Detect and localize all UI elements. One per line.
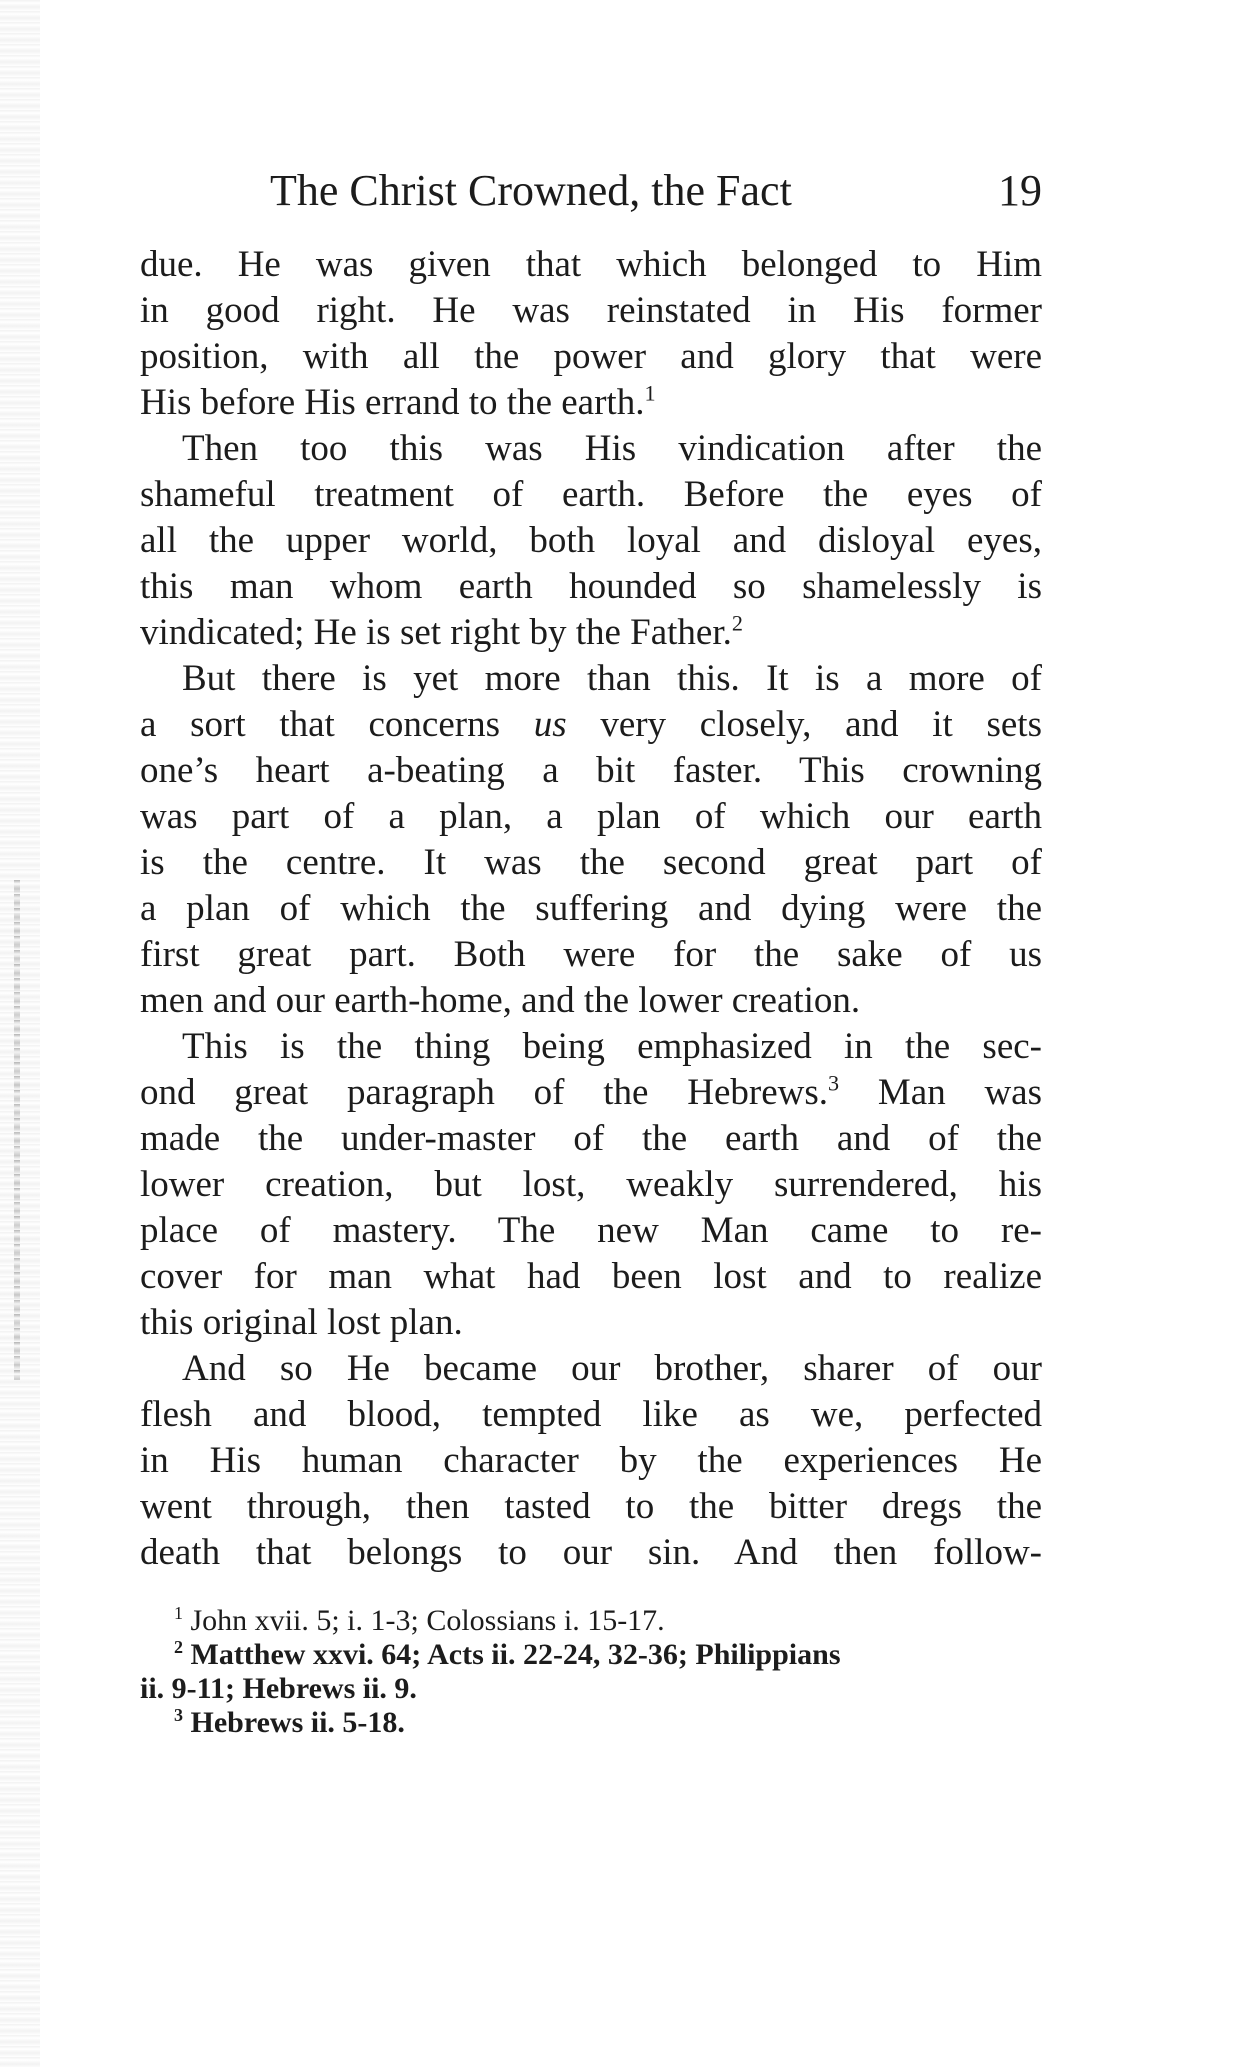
- footnote: $^3$ Hebrews ii. 5-18.: [174, 1705, 405, 1739]
- emphasis: us: [533, 704, 567, 745]
- text-line: lower creation, but lost, weakly surrendered, his: [140, 1164, 1042, 1205]
- scan-edge-shadow: [14, 880, 20, 1380]
- text-line: was part of a plan, a plan of which our earth: [140, 796, 1042, 837]
- footnote-ref: 3: [828, 1070, 840, 1096]
- footnote-marker: 3: [174, 1705, 183, 1725]
- running-title: The Christ Crowned, the Fact: [270, 166, 792, 215]
- footnote-continuation: ii. 9-11; Hebrews ii. 9.: [140, 1672, 417, 1705]
- text-line: a sort that concerns us very closely, and it sets: [140, 704, 1042, 745]
- footnote-ref: 2: [731, 610, 743, 636]
- text-line: went through, then tasted to the bitter dregs the: [140, 1486, 1042, 1527]
- footnotes: [140, 1604, 1042, 1740]
- text-line: in His human character by the experiences He: [140, 1440, 1042, 1481]
- text-line: in good right. He was reinstated in His former: [140, 290, 1042, 331]
- footnote-marker: 2: [174, 1637, 183, 1657]
- text-line: all the upper world, both loyal and disloyal eyes,: [140, 520, 1042, 561]
- text-line: But there is yet more than this. It is a more of: [182, 658, 1042, 699]
- text-line: His before His errand to the earth.$^1$: [140, 380, 656, 423]
- text-line: first great part. Both were for the sake of us: [140, 934, 1042, 975]
- text-line: And so He became our brother, sharer of our: [182, 1348, 1042, 1389]
- text-line: men and our earth-home, and the lower creation.: [140, 980, 861, 1021]
- body-text: [140, 242, 1042, 1576]
- text-line: Then too this was His vindication after the: [182, 428, 1042, 469]
- text-line: cover for man what had been lost and to realize: [140, 1256, 1042, 1297]
- text-line: ond great paragraph of the Hebrews.$^3$ Man was: [140, 1070, 1043, 1113]
- text-line: death that belongs to our sin. And then follow-: [140, 1532, 1042, 1573]
- text-line: one’s heart a-beating a bit faster. This crowning: [140, 750, 1042, 791]
- text-line: this original lost plan.: [140, 1302, 463, 1343]
- footnote-ref: 1: [644, 380, 656, 406]
- text-line: made the under-master of the earth and of the: [140, 1118, 1042, 1159]
- footnote: $^2$ Matthew xxvi. 64; Acts ii. 22-24, 32-36; Philippians: [174, 1637, 841, 1671]
- text-line: flesh and blood, tempted like as we, perfected: [140, 1394, 1042, 1435]
- text-line: This is the thing being emphasized in the sec-: [182, 1026, 1042, 1067]
- page-number: 19: [998, 166, 1042, 215]
- text-line: a plan of which the suffering and dying were the: [140, 888, 1042, 929]
- text-line: shameful treatment of earth. Before the eyes of: [140, 474, 1042, 515]
- text-line: is the centre. It was the second great part of: [140, 842, 1042, 883]
- text-line: place of mastery. The new Man came to re-: [140, 1210, 1042, 1251]
- page-header: [140, 165, 1042, 225]
- text-line: this man whom earth hounded so shamelessly is: [140, 566, 1042, 607]
- footnote-marker: 1: [174, 1603, 183, 1623]
- scan-edge: [0, 0, 40, 2067]
- text-line: due. He was given that which belonged to Him: [140, 244, 1042, 285]
- footnote: $^1$ John xvii. 5; i. 1-3; Colossians i. 15-17.: [174, 1603, 665, 1637]
- text-line: vindicated; He is set right by the Father.$^2$: [140, 610, 743, 653]
- text-line: position, with all the power and glory that were: [140, 336, 1042, 377]
